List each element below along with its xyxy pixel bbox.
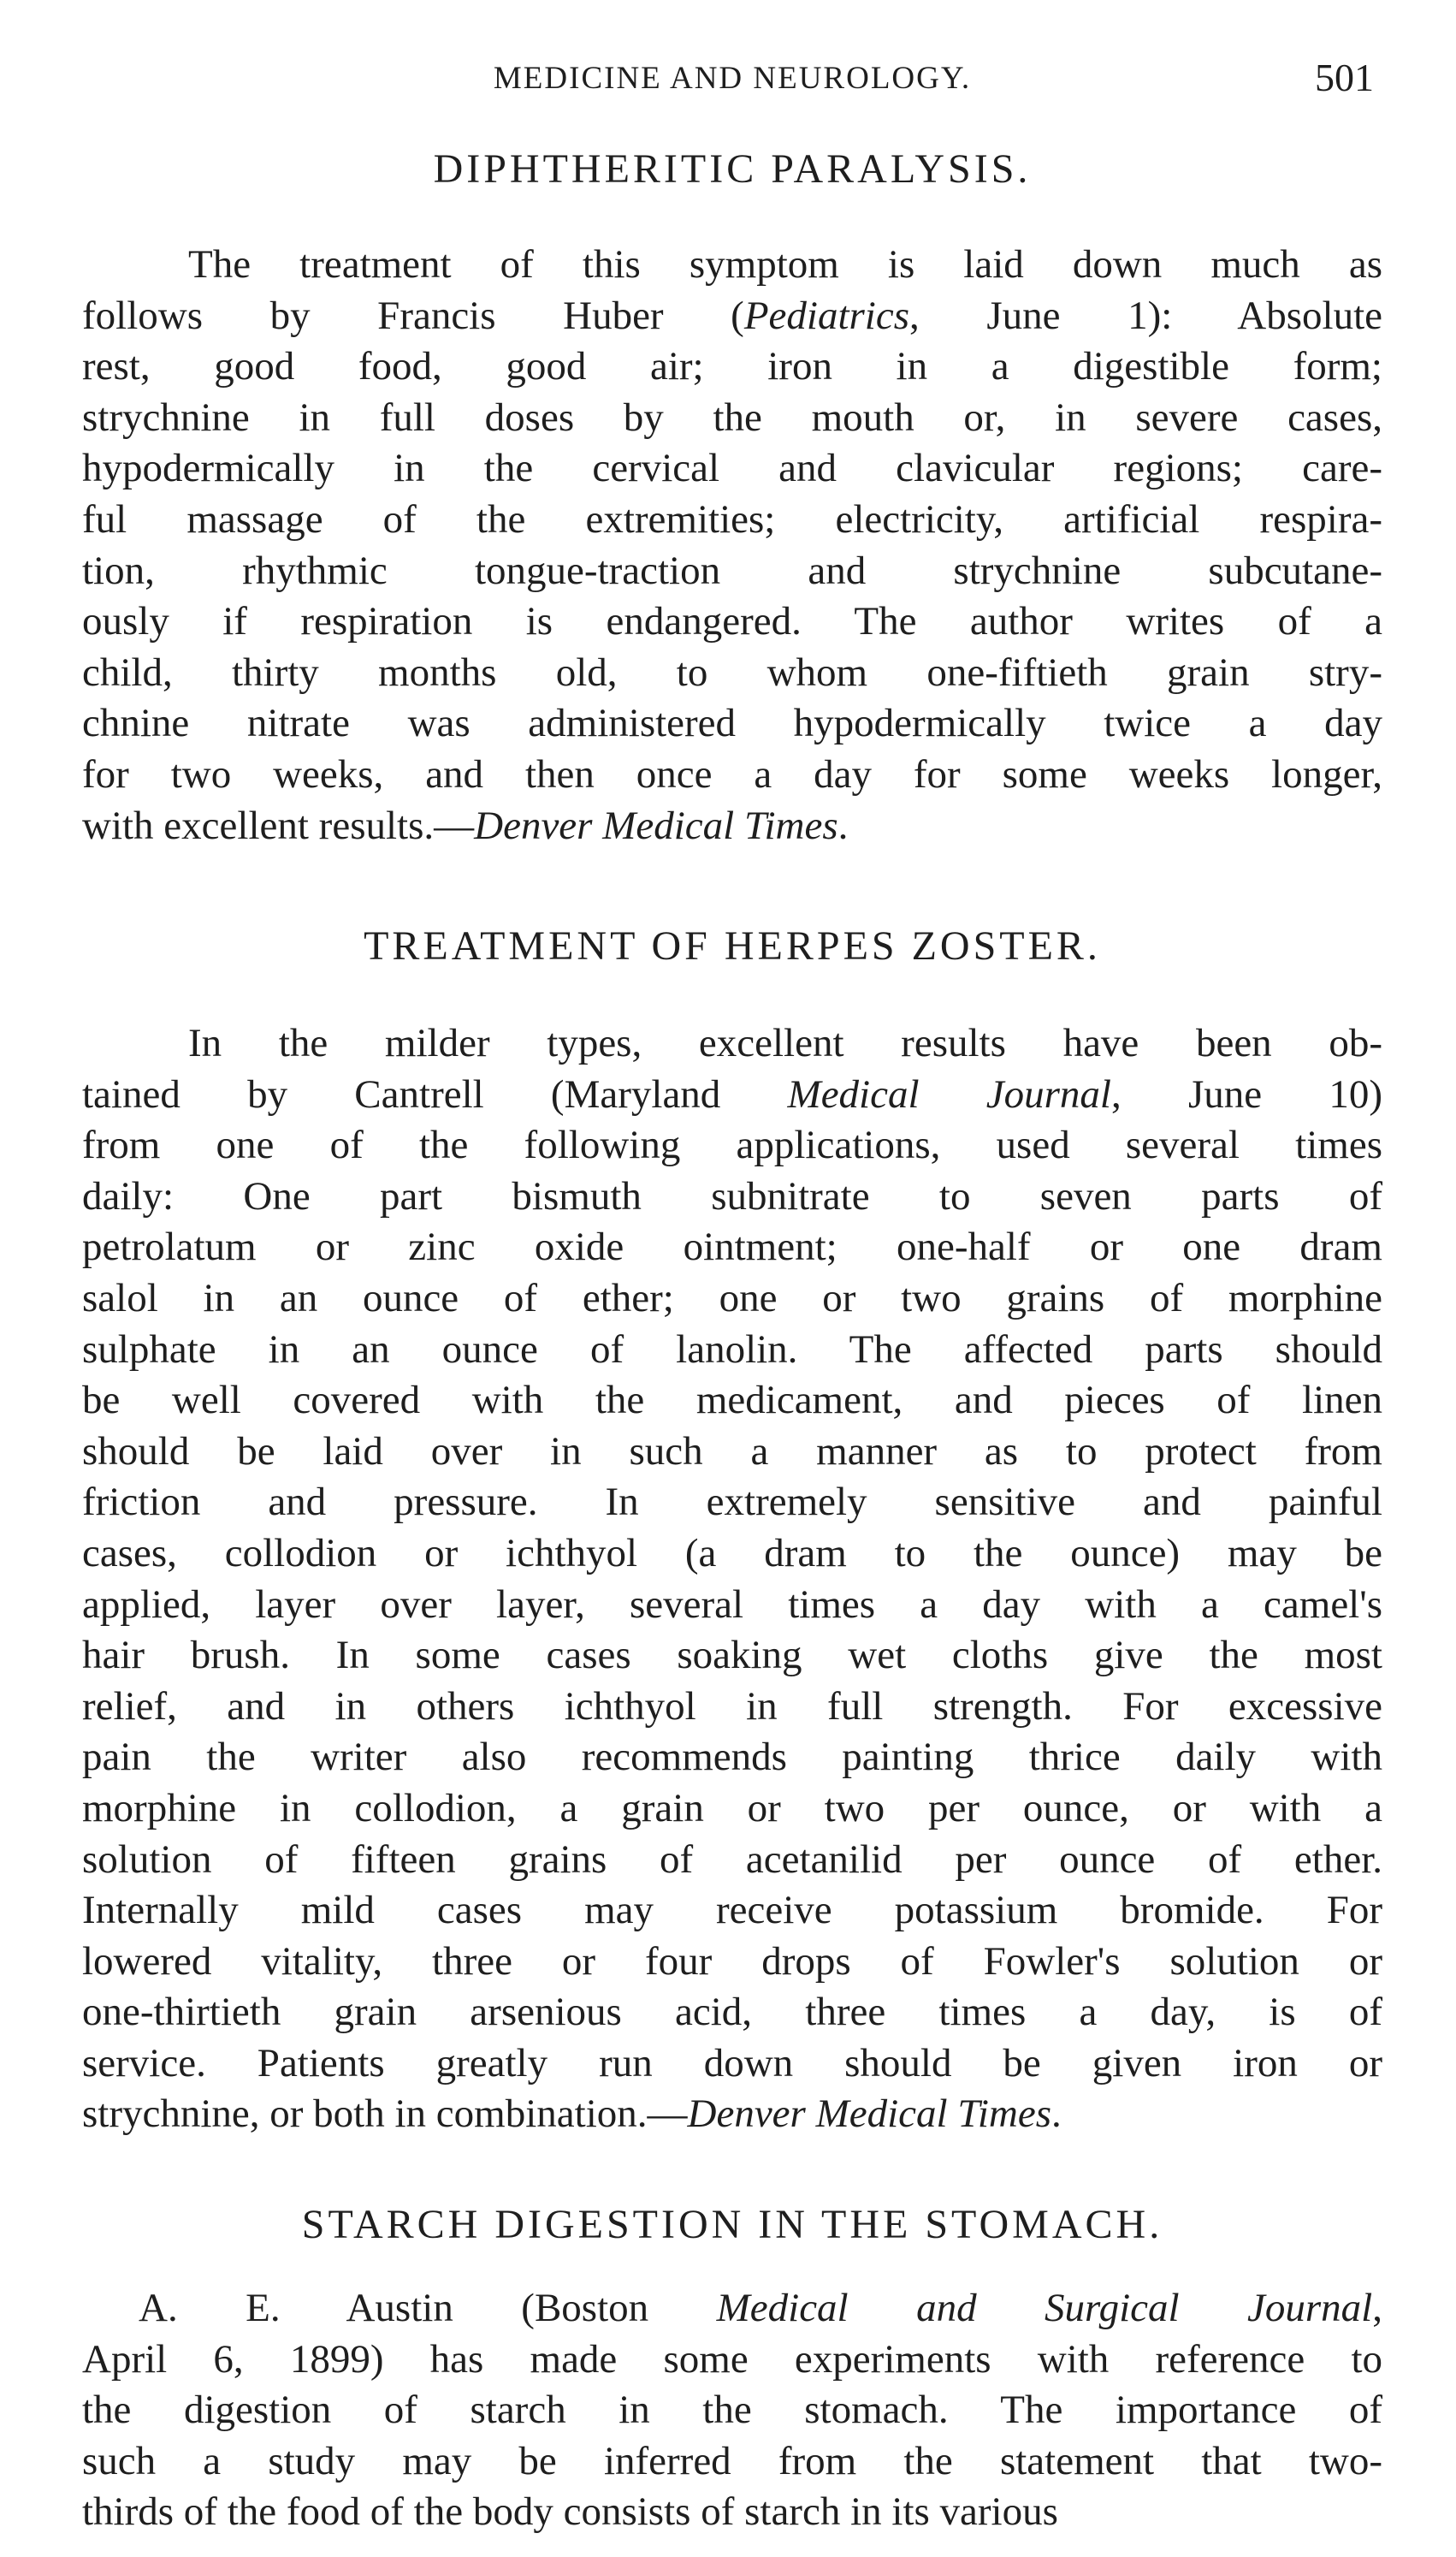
text-line: April 6, 1899) has made some experiments with reference to [82, 2336, 1382, 2382]
text-line: In the milder types, excellent results have been ob- [188, 1021, 1382, 1065]
running-head [82, 55, 1382, 106]
text-line: service. Patients greatly run down should be given iron or [82, 2040, 1382, 2085]
section-heading-herpes-zoster: TREATMENT OF HERPES ZOSTER. [364, 923, 1101, 969]
text-line: hair brush. In some cases soaking wet cloths give the most [82, 1633, 1382, 1678]
text-line: relief, and in others ichthyol in full strength. For excessive [82, 1683, 1382, 1729]
text-line: applied, layer over layer, several times a day with a camel's [82, 1581, 1382, 1627]
text-line: petrolatum or zinc oxide ointment; one-half or one dram [82, 1225, 1382, 1270]
text-line: sulphate in an ounce of lanolin. The affected parts should [82, 1326, 1382, 1372]
text-line: hypodermically in the cervical and clavicular regions; care- [82, 446, 1382, 491]
text-line: pain the writer also recommends painting thrice daily with [82, 1735, 1382, 1780]
section-heading-diphtheritic-paralysis: DIPHTHERITIC PARALYSIS. [433, 146, 1032, 192]
text-line: The treatment of this symptom is laid down much as [188, 242, 1382, 287]
text-line: daily: One part bismuth subnitrate to seven parts of [82, 1173, 1382, 1219]
italic-citation: Medical and Surgical Journal [716, 2286, 1373, 2330]
italic-citation: Pediatrics [743, 293, 910, 338]
running-title: MEDICINE AND NEUROLOGY. [493, 61, 972, 96]
italic-citation: Denver Medical Times [474, 803, 838, 848]
text-line: ful massage of the extremities; electricity, artificial respira- [82, 496, 1382, 542]
text-line: lowered vitality, three or four drops of Fowler's solution or [82, 1938, 1382, 1984]
text-line: solution of fifteen grains of acetanilid per ounce of ether. [82, 1836, 1382, 1882]
text-line: the digestion of starch in the stomach. The importance of [82, 2388, 1382, 2433]
text-line: be well covered with the medicament, and pieces of linen [82, 1378, 1382, 1423]
text-line: strychnine, or both in combination.—Denver Medical Times. [82, 2091, 1062, 2137]
text-line: one-thirtieth grain arsenious acid, three times a day, is of [82, 1990, 1382, 2035]
text-line: for two weeks, and then once a day for some weeks longer, [82, 751, 1382, 797]
page-number: 501 [1315, 56, 1374, 99]
text-line: follows by Francis Huber (Pediatrics, June 1): Absolute [82, 293, 1383, 338]
section-body-starch-digestion [82, 2283, 1382, 2538]
text-line: rest, good food, good air; iron in a digestible form; [82, 344, 1382, 389]
text-line: salol in an ounce of ether; one or two grains of morphine [82, 1275, 1382, 1320]
text-line: such a study may be inferred from the statement that two- [82, 2438, 1382, 2483]
text-line: from one of the following applications, used several times [82, 1123, 1382, 1168]
text-line: tion, rhythmic tongue-traction and strychnine subcutane- [82, 548, 1382, 593]
italic-citation: Medical Journal [787, 1071, 1111, 1117]
text-line: with excellent results.—Denver Medical Times. [82, 803, 849, 848]
text-line: tained by Cantrell (Maryland Medical Journal, June 10) [82, 1071, 1383, 1117]
text-line: friction and pressure. In extremely sensitive and painful [82, 1480, 1382, 1525]
text-line: chnine nitrate was administered hypodermically twice a day [82, 701, 1382, 746]
italic-citation: Denver Medical Times [687, 2091, 1052, 2137]
text-line: A. E. Austin (Boston Medical and Surgical Journal, [139, 2286, 1382, 2330]
text-line: child, thirty months old, to whom one-fiftieth grain stry- [82, 650, 1382, 695]
section-heading-starch-digestion: STARCH DIGESTION IN THE STOMACH. [301, 2202, 1163, 2247]
text-line: cases, collodion or ichthyol (a dram to the ounce) may be [82, 1530, 1382, 1575]
text-line: strychnine in full doses by the mouth or, in severe cases, [82, 395, 1382, 440]
section-body-diphtheritic-paralysis [82, 240, 1382, 851]
text-line: thirds of the food of the body consists of starch in its various [82, 2489, 1058, 2535]
text-line: morphine in collodion, a grain or two per ounce, or with a [82, 1785, 1382, 1830]
section-body-herpes-zoster [82, 1018, 1382, 2140]
text-line: should be laid over in such a manner as to protect from [82, 1428, 1382, 1474]
text-line: ously if respiration is endangered. The author writes of a [82, 599, 1382, 644]
text-line: Internally mild cases may receive potassium bromide. For [82, 1888, 1382, 1933]
